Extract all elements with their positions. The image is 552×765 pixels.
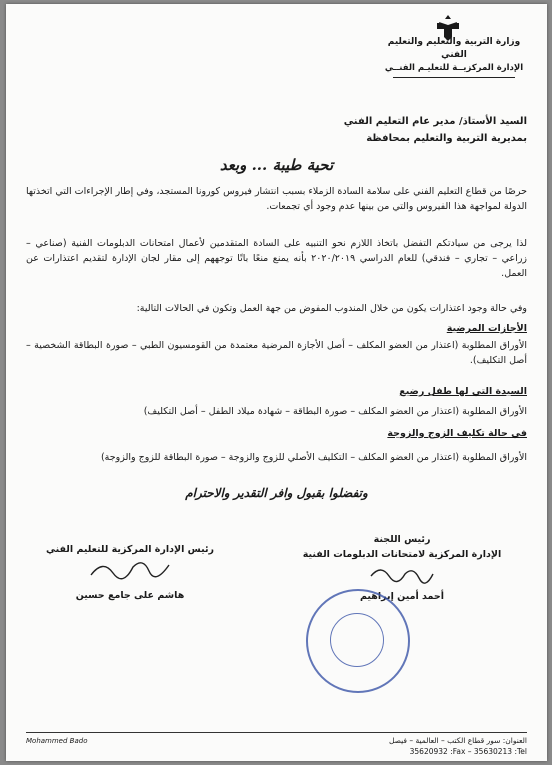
official-stamp xyxy=(306,589,410,693)
letterhead xyxy=(379,36,529,78)
footer-author: Mohammed Bado xyxy=(26,737,88,745)
paragraph-3: وفي حالة وجود اعتذارات يكون من خلال المندوب المفوض من جهة العمل وتكون في الحالات التالية: xyxy=(136,303,527,314)
case-3-title: في حالة تكليف الزوج والزوجة xyxy=(387,428,527,439)
footer-phones: 35620932 :Fax – 35630213 :Tel xyxy=(409,747,527,756)
signature-block-left xyxy=(30,542,230,603)
handwritten-signature-right xyxy=(367,562,437,584)
case-1-text: الأوراق المطلوبة (اعتذار من العضو المكلف – أصل الأجازة المرضية معتمدة من القومسيون الطبي – صورة البطاقة الشخصية – أصل التكليف). xyxy=(26,340,527,366)
signatory-right-name: أحمد أمين إبراهيم xyxy=(359,591,445,602)
addressee-line-2: بمديرية التربية والتعليم بمحافظة xyxy=(366,133,527,144)
handwritten-signature-left xyxy=(85,557,175,583)
greeting: تحية طيبة ... وبعد xyxy=(219,156,334,174)
addressee-line-1: السيد الأستاذ/ مدير عام التعليم الفني xyxy=(343,116,527,127)
document-page xyxy=(6,4,547,761)
closing-line: وتفضلوا بقبول وافر التقدير والاحترام xyxy=(185,486,368,500)
signatory-left-role: رئيس الإدارة المركزية للتعليم الفني xyxy=(45,544,215,555)
signature-block-right xyxy=(287,532,517,604)
footer-address: العنوان: سور قطاع الكتب – العالمية – فيصل xyxy=(388,736,527,745)
stamp-center-emblem xyxy=(330,613,384,667)
case-2-title: السيدة التي لها طفل رضيع xyxy=(399,386,527,397)
letterhead-divider xyxy=(393,77,515,78)
footer xyxy=(26,732,527,758)
signatory-right-department: الإدارة المركزية لامتحانات الدبلومات الفنية xyxy=(302,549,502,560)
ministry-name: وزارة التربية والتعليم والتعليم الفني xyxy=(387,37,521,60)
signatory-right-role: رئيس اللجنة xyxy=(373,534,431,545)
case-2-text: الأوراق المطلوبة (اعتذار من العضو المكلف – صورة البطاقة – شهادة ميلاد الطفل – أصل التكليف) xyxy=(143,406,527,417)
department-name: الإدارة المركزيــة للتعليـم الفنــي xyxy=(384,63,524,73)
paragraph-2: لذا يرجى من سيادتكم التفضل باتخاذ اللازم نحو التنبيه على السادة المتقدمين لأعمال امتحانات الدبلومات الفنية (صناعي – زراعي – تجاري – فندقي) للعام الدراسي ٢٠٢٠/٢٠١٩ بأنه يمنع منعًا باتًا توجههم إلى مقار لجان الإدارة لتقديم اعتذارات عن العمل. xyxy=(26,238,527,279)
paragraph-1: حرصًا من قطاع التعليم الفني على سلامة السادة الزملاء بسبب انتشار فيروس كورونا المستجد، وفي إطار الإجراءات التي اتخذتها الدولة لمواجهة هذا الفيروس والتي من بينها عدم وجود أي تجمعات. xyxy=(26,186,527,212)
case-3-text: الأوراق المطلوبة (اعتذار من العضو المكلف – التكليف الأصلي للزوج والزوجة – صورة البطاقة للزوج والزوجة) xyxy=(100,452,527,463)
signatory-left-name: هاشم على جامع حسين xyxy=(75,590,185,601)
case-1-title: الأجازات المرضية xyxy=(446,323,527,334)
